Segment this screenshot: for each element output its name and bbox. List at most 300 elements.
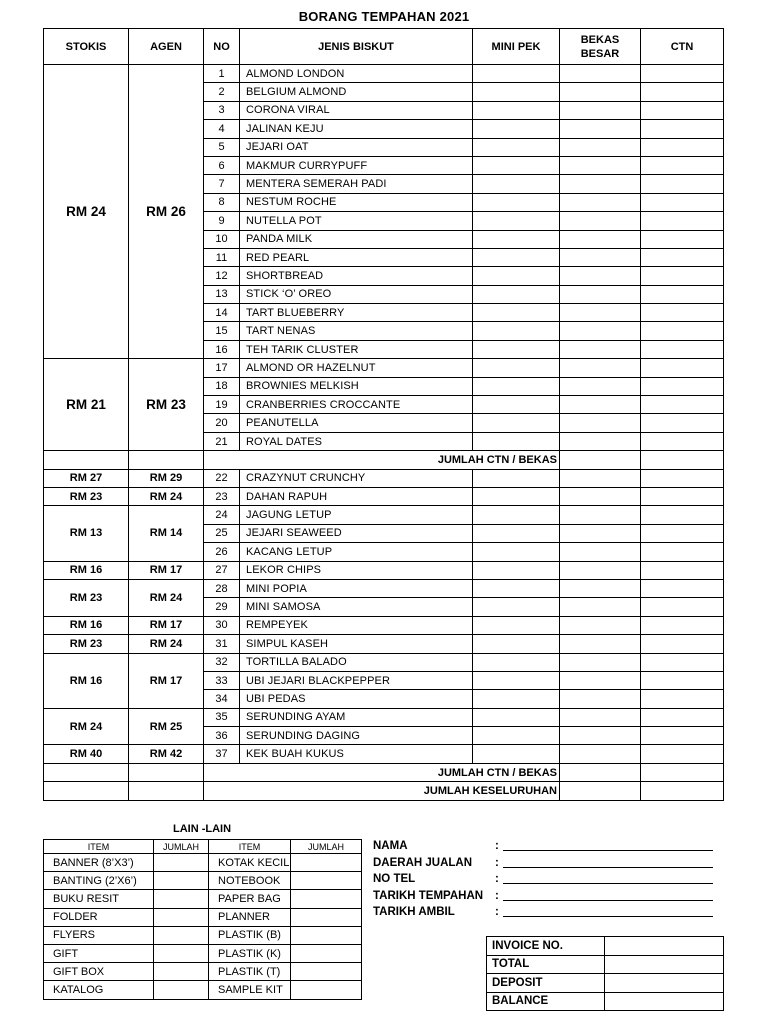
qty-cell-mini-pek[interactable] [473,267,560,285]
invoice-label: INVOICE NO. [487,937,605,956]
qty-cell-bekas-besar[interactable] [560,708,641,726]
qty-cell-mini-pek[interactable] [473,212,560,230]
empty-cell [44,782,129,800]
header-stokis: STOKIS [44,29,129,65]
lain-jumlah-cell-2[interactable] [291,908,362,926]
lain-lain-title: LAIN -LAIN [172,823,232,835]
info-input-line[interactable] [503,867,713,868]
qty-cell-ctn[interactable] [641,671,724,689]
biscuit-name: UBI JEJARI BLACKPEPPER [240,671,473,689]
biscuit-name: MINI SAMOSA [240,598,473,616]
item-number: 32 [204,653,240,671]
table-row [44,745,724,763]
biscuit-name: TORTILLA BALADO [240,653,473,671]
stokis-price: RM 24 [44,65,129,359]
lain-item: BANNER (8’X3’) [44,854,154,872]
lain-item-2: KOTAK KECIL [209,854,291,872]
stokis-price: RM 13 [44,506,129,561]
qty-cell-bekas-besar[interactable] [560,340,641,358]
qty-cell-ctn[interactable] [641,745,724,763]
info-label: NAMA [373,840,408,852]
sum-row-total [44,782,724,800]
item-number: 14 [204,304,240,322]
invoice-label: TOTAL [487,955,605,974]
qty-cell-ctn[interactable] [641,304,724,322]
qty-cell-mini-pek[interactable] [473,377,560,395]
lain-header-jumlah-2: JUMLAH [291,840,362,854]
qty-cell-ctn[interactable] [641,727,724,745]
biscuit-name: CRAZYNUT CRUNCHY [240,469,473,487]
lain-jumlah-cell[interactable] [154,944,209,962]
qty-cell-mini-pek[interactable] [473,469,560,487]
biscuit-name: TART NENAS [240,322,473,340]
agen-price: RM 17 [129,561,204,579]
lain-jumlah-cell[interactable] [154,963,209,981]
qty-cell-bekas-besar[interactable] [560,267,641,285]
qty-cell-bekas-besar[interactable] [560,120,641,138]
qty-cell-bekas-besar[interactable] [560,212,641,230]
info-input-line[interactable] [503,916,713,917]
info-input-line[interactable] [503,900,713,901]
invoice-value-cell[interactable] [605,992,724,1011]
empty-cell [129,451,204,469]
biscuit-name: DAHAN RAPUH [240,487,473,505]
qty-cell-ctn[interactable] [641,359,724,377]
qty-cell-ctn[interactable] [641,487,724,505]
item-number: 21 [204,432,240,450]
info-input-line[interactable] [503,850,713,851]
item-number: 4 [204,120,240,138]
stokis-price: RM 27 [44,469,129,487]
qty-cell-bekas-besar[interactable] [560,487,641,505]
sum-label: JUMLAH CTN / BEKAS [204,451,560,469]
biscuit-name: JEJARI OAT [240,138,473,156]
qty-cell-mini-pek[interactable] [473,635,560,653]
biscuit-name: KACANG LETUP [240,543,473,561]
lain-jumlah-cell[interactable] [154,872,209,890]
qty-cell-bekas-besar[interactable] [560,469,641,487]
qty-cell-bekas-besar[interactable] [560,524,641,542]
qty-cell-mini-pek[interactable] [473,543,560,561]
biscuit-name: SERUNDING DAGING [240,727,473,745]
biscuit-name: STICK ‘O’ OREO [240,285,473,303]
qty-cell-ctn[interactable] [641,138,724,156]
qty-cell-mini-pek[interactable] [473,506,560,524]
qty-cell-bekas-besar[interactable] [560,690,641,708]
biscuit-name: BROWNIES MELKISH [240,377,473,395]
agen-price: RM 14 [129,506,204,561]
qty-cell-mini-pek[interactable] [473,65,560,83]
header-bekas-besar: BEKAS BESAR [560,29,641,65]
qty-cell-mini-pek[interactable] [473,101,560,119]
qty-cell-ctn[interactable] [641,506,724,524]
item-number: 28 [204,579,240,597]
qty-cell-mini-pek[interactable] [473,745,560,763]
lain-lain-table [43,839,362,1000]
qty-cell-ctn[interactable] [641,65,724,83]
lain-jumlah-cell[interactable] [154,854,209,872]
qty-cell-mini-pek[interactable] [473,304,560,322]
sum-row-ctn-bekas-2 [44,763,724,781]
qty-cell-bekas-besar[interactable] [560,359,641,377]
item-number: 8 [204,193,240,211]
qty-cell-mini-pek[interactable] [473,193,560,211]
qty-cell-mini-pek[interactable] [473,156,560,174]
qty-cell-bekas-besar[interactable] [560,671,641,689]
item-number: 23 [204,487,240,505]
stokis-price: RM 21 [44,359,129,451]
info-colon: : [495,873,499,885]
qty-cell-ctn[interactable] [641,616,724,634]
biscuit-name: UBI PEDAS [240,690,473,708]
order-table [43,28,724,801]
qty-cell-ctn[interactable] [641,635,724,653]
invoice-table [486,936,724,1011]
qty-cell-bekas-besar[interactable] [560,579,641,597]
info-colon: : [495,856,499,869]
item-number: 30 [204,616,240,634]
qty-cell-bekas-besar[interactable] [560,304,641,322]
lain-jumlah-cell[interactable] [154,981,209,999]
qty-cell-mini-pek[interactable] [473,285,560,303]
lain-item: KATALOG [44,981,154,999]
header-ctn: CTN [641,29,724,65]
biscuit-name: TART BLUEBERRY [240,304,473,322]
stokis-price: RM 40 [44,745,129,763]
item-number: 16 [204,340,240,358]
qty-cell-bekas-besar[interactable] [560,616,641,634]
table-row [44,65,724,83]
item-number: 22 [204,469,240,487]
biscuit-name: JAGUNG LETUP [240,506,473,524]
qty-cell-bekas-besar[interactable] [560,175,641,193]
item-number: 3 [204,101,240,119]
invoice-value-cell[interactable] [605,937,724,956]
qty-cell-mini-pek[interactable] [473,524,560,542]
biscuit-name: MINI POPIA [240,579,473,597]
qty-cell-bekas-besar[interactable] [560,83,641,101]
qty-cell-bekas-besar[interactable] [560,396,641,414]
qty-cell-mini-pek[interactable] [473,248,560,266]
lain-jumlah-cell-2[interactable] [291,854,362,872]
info-colon: : [495,840,499,852]
qty-cell-ctn[interactable] [641,230,724,248]
agen-price: RM 24 [129,635,204,653]
qty-cell-mini-pek[interactable] [473,487,560,505]
qty-cell-mini-pek[interactable] [473,616,560,634]
biscuit-name: SIMPUL KASEH [240,635,473,653]
qty-cell-mini-pek[interactable] [473,120,560,138]
lain-jumlah-cell-2[interactable] [291,981,362,999]
qty-cell-bekas-besar[interactable] [641,451,724,469]
info-colon: : [495,889,499,902]
stokis-price: RM 23 [44,635,129,653]
lain-item-2: SAMPLE KIT [209,981,291,999]
stokis-price: RM 23 [44,579,129,616]
qty-cell-mini-pek[interactable] [473,561,560,579]
qty-cell-mini-pek[interactable] [473,138,560,156]
sum-row-ctn-bekas [44,451,724,469]
lain-header-jumlah: JUMLAH [154,840,209,854]
agen-price: RM 42 [129,745,204,763]
info-label: TARIKH TEMPAHAN [373,889,484,902]
table-header-row [44,29,724,65]
table-row [44,653,724,671]
biscuit-name: NUTELLA POT [240,212,473,230]
info-row [373,838,733,855]
lain-header-item: ITEM [44,840,154,854]
lain-item: GIFT BOX [44,963,154,981]
biscuit-name: JALINAN KEJU [240,120,473,138]
lain-row [44,963,362,981]
lain-item-2: NOTEBOOK [209,872,291,890]
qty-cell-bekas-besar[interactable] [560,561,641,579]
qty-cell-mini-pek[interactable] [473,340,560,358]
lain-jumlah-cell-2[interactable] [291,872,362,890]
info-input-line[interactable] [503,883,713,884]
qty-cell-mini-pek[interactable] [473,175,560,193]
qty-cell-bekas-besar[interactable] [560,543,641,561]
biscuit-name: BELGIUM ALMOND [240,83,473,101]
table-row [44,359,724,377]
item-number: 17 [204,359,240,377]
agen-price: RM 17 [129,616,204,634]
lain-item: GIFT [44,944,154,962]
qty-cell-bekas-besar[interactable] [560,377,641,395]
agen-price: RM 26 [129,65,204,359]
qty-cell-bekas-besar[interactable] [560,248,641,266]
qty-cell-ctn[interactable] [641,248,724,266]
qty-cell-ctn[interactable] [641,653,724,671]
stokis-price: RM 16 [44,653,129,708]
lain-jumlah-cell[interactable] [154,926,209,944]
lain-jumlah-cell[interactable] [154,908,209,926]
qty-cell-mini-pek[interactable] [473,322,560,340]
qty-cell-mini-pek[interactable] [473,396,560,414]
invoice-value-cell[interactable] [605,974,724,993]
item-number: 36 [204,727,240,745]
info-row [373,888,733,905]
item-number: 37 [204,745,240,763]
lain-header-row [44,840,362,854]
biscuit-name: CRANBERRIES CROCCANTE [240,396,473,414]
qty-cell-bekas-besar[interactable] [641,763,724,781]
info-colon: : [495,906,499,918]
lain-item-2: PAPER BAG [209,890,291,908]
qty-cell-mini-pek[interactable] [560,763,641,781]
qty-cell-mini-pek[interactable] [473,230,560,248]
qty-cell-mini-pek[interactable] [473,671,560,689]
table-row [44,579,724,597]
qty-cell-ctn[interactable] [641,267,724,285]
agen-price: RM 24 [129,487,204,505]
item-number: 6 [204,156,240,174]
qty-cell-bekas-besar[interactable] [560,156,641,174]
biscuit-name: CORONA VIRAL [240,101,473,119]
qty-cell-bekas-besar[interactable] [560,322,641,340]
agen-price: RM 17 [129,653,204,708]
qty-cell-ctn[interactable] [641,414,724,432]
qty-cell-ctn[interactable] [641,156,724,174]
agen-price: RM 29 [129,469,204,487]
qty-cell-mini-pek[interactable] [473,432,560,450]
header-jenis-biskut: JENIS BISKUT [240,29,473,65]
qty-cell-bekas-besar[interactable] [560,727,641,745]
qty-cell-bekas-besar[interactable] [560,65,641,83]
qty-cell-bekas-besar[interactable] [560,230,641,248]
invoice-row [487,955,724,974]
qty-cell-ctn[interactable] [641,524,724,542]
biscuit-name: SERUNDING AYAM [240,708,473,726]
biscuit-name: KEK BUAH KUKUS [240,745,473,763]
biscuit-name: ALMOND OR HAZELNUT [240,359,473,377]
item-number: 1 [204,65,240,83]
biscuit-name: RED PEARL [240,248,473,266]
lain-jumlah-cell-2[interactable] [291,963,362,981]
qty-cell-ctn[interactable] [641,598,724,616]
table-row [44,635,724,653]
qty-cell-mini-pek[interactable] [473,727,560,745]
item-number: 9 [204,212,240,230]
qty-cell-ctn[interactable] [641,377,724,395]
lain-row [44,872,362,890]
qty-cell-ctn[interactable] [641,579,724,597]
qty-cell-ctn[interactable] [641,193,724,211]
item-number: 2 [204,83,240,101]
lain-jumlah-cell-2[interactable] [291,926,362,944]
item-number: 7 [204,175,240,193]
lain-jumlah-cell-2[interactable] [291,890,362,908]
item-number: 26 [204,543,240,561]
lain-jumlah-cell[interactable] [154,890,209,908]
qty-cell-ctn[interactable] [641,120,724,138]
qty-cell-bekas-besar[interactable] [560,598,641,616]
item-number: 10 [204,230,240,248]
invoice-row [487,992,724,1011]
qty-cell-mini-pek[interactable] [560,451,641,469]
qty-cell-mini-pek[interactable] [473,690,560,708]
item-number: 5 [204,138,240,156]
qty-cell-bekas-besar[interactable] [560,506,641,524]
qty-cell-mini-pek[interactable] [473,83,560,101]
qty-cell-mini-pek[interactable] [473,414,560,432]
item-number: 33 [204,671,240,689]
lain-item: BANTING (2’X6’) [44,872,154,890]
qty-cell-bekas-besar[interactable] [560,653,641,671]
info-row [373,871,733,888]
qty-cell-ctn[interactable] [641,175,724,193]
invoice-value-cell[interactable] [605,955,724,974]
qty-cell-ctn[interactable] [641,101,724,119]
biscuit-name: PANDA MILK [240,230,473,248]
qty-cell-mini-pek[interactable] [473,359,560,377]
item-number: 25 [204,524,240,542]
lain-row [44,908,362,926]
invoice-row [487,974,724,993]
lain-row [44,981,362,999]
qty-cell-bekas-besar[interactable] [560,193,641,211]
empty-cell [44,763,129,781]
qty-cell-ctn[interactable] [641,543,724,561]
table-row [44,616,724,634]
qty-cell-ctn[interactable] [641,708,724,726]
item-number: 11 [204,248,240,266]
table-row [44,561,724,579]
empty-cell [129,782,204,800]
stokis-price: RM 24 [44,708,129,745]
item-number: 19 [204,396,240,414]
lain-jumlah-cell-2[interactable] [291,944,362,962]
qty-cell-ctn[interactable] [641,561,724,579]
lain-item: BUKU RESIT [44,890,154,908]
qty-cell-mini-pek[interactable] [473,653,560,671]
item-number: 31 [204,635,240,653]
item-number: 15 [204,322,240,340]
stokis-price: RM 23 [44,487,129,505]
invoice-row [487,937,724,956]
header-no: NO [204,29,240,65]
biscuit-name: ROYAL DATES [240,432,473,450]
lain-item-2: PLASTIK (B) [209,926,291,944]
invoice-label: BALANCE [487,992,605,1011]
agen-price: RM 23 [129,359,204,451]
qty-cell-bekas-besar[interactable] [560,101,641,119]
qty-cell-ctn[interactable] [641,432,724,450]
qty-cell-ctn[interactable] [641,690,724,708]
header-agen: AGEN [129,29,204,65]
lain-item-2: PLASTIK (K) [209,944,291,962]
qty-cell-ctn[interactable] [641,285,724,303]
qty-cell-bekas-besar[interactable] [560,635,641,653]
biscuit-name: JEJARI SEAWEED [240,524,473,542]
lain-item-2: PLASTIK (T) [209,963,291,981]
info-label: DAERAH JUALAN [373,856,473,869]
lain-item: FOLDER [44,908,154,926]
qty-cell-ctn[interactable] [641,469,724,487]
qty-cell-bekas-besar[interactable] [560,745,641,763]
qty-cell-bekas-besar[interactable] [560,414,641,432]
sum-label: JUMLAH KESELURUHAN [204,782,560,800]
info-label: TARIKH AMBIL [373,906,455,918]
empty-cell [44,451,129,469]
qty-cell-bekas-besar[interactable] [560,285,641,303]
qty-cell-mini-pek[interactable] [560,782,641,800]
qty-cell-mini-pek[interactable] [473,598,560,616]
biscuit-name: ALMOND LONDON [240,65,473,83]
qty-cell-bekas-besar[interactable] [560,432,641,450]
biscuit-name: PEANUTELLA [240,414,473,432]
qty-cell-ctn[interactable] [641,340,724,358]
qty-cell-bekas-besar[interactable] [560,138,641,156]
qty-cell-bekas-besar[interactable] [641,782,724,800]
qty-cell-ctn[interactable] [641,83,724,101]
info-row [373,904,733,921]
lain-item: FLYERS [44,926,154,944]
qty-cell-mini-pek[interactable] [473,708,560,726]
qty-cell-ctn[interactable] [641,396,724,414]
customer-info [373,838,733,921]
qty-cell-mini-pek[interactable] [473,579,560,597]
qty-cell-ctn[interactable] [641,322,724,340]
invoice-label: DEPOSIT [487,974,605,993]
item-number: 18 [204,377,240,395]
item-number: 20 [204,414,240,432]
table-row [44,487,724,505]
qty-cell-ctn[interactable] [641,212,724,230]
agen-price: RM 24 [129,579,204,616]
agen-price: RM 25 [129,708,204,745]
biscuit-name: LEKOR CHIPS [240,561,473,579]
